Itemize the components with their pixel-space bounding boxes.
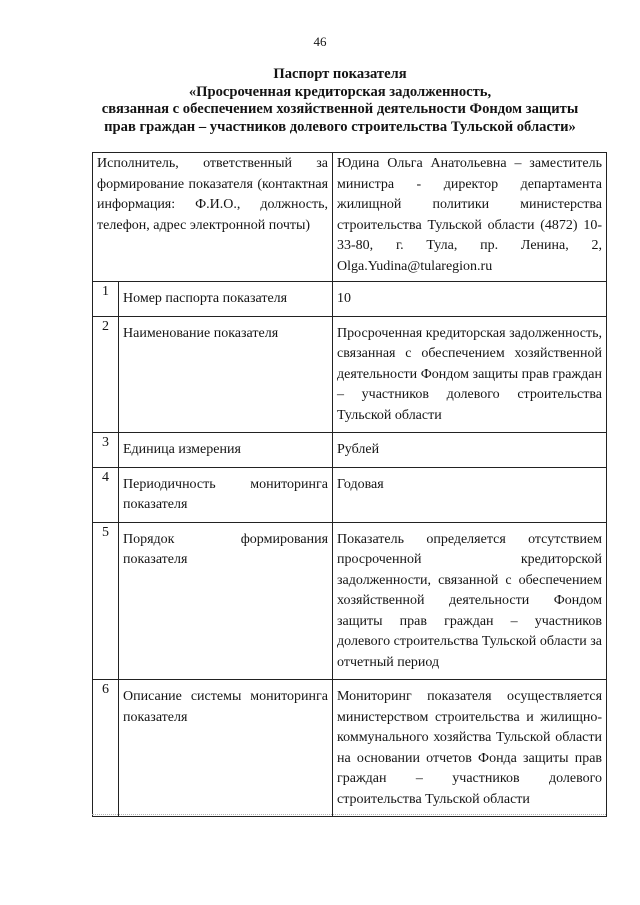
executor-label-cell [93,153,333,282]
row-number: 3 [93,433,119,468]
document-title [60,66,620,136]
title-line-4: прав граждан – участников долевого строительства Тульской области» [104,118,576,135]
scan-artifact-line [92,814,606,815]
row-number: 2 [93,316,119,433]
row-value: 10 [333,282,607,317]
row-number: 5 [93,522,119,680]
row-number: 4 [93,467,119,522]
row-name: Порядок формирования показателя [119,522,333,680]
row-value: Показатель определяется отсутствием просроченной кредиторской задолженности, связанной с обеспечением хозяйственной деятельности Фондом защиты прав граждан – участников долевого строительства Тульской области за отчетный период [333,522,607,680]
row-name: Единица измерения [119,433,333,468]
title-line-1: Паспорт показателя [273,66,407,82]
passport-table [92,152,607,817]
row-name: Периодичность мониторинга показателя [119,467,333,522]
table-row [93,282,607,317]
page-number: 46 [313,34,327,49]
table-row [93,316,607,433]
row-name: Номер паспорта показателя [119,282,333,317]
row-value: Мониторинг показателя осуществляется министерством строительства и жилищно-коммунального хозяйства Тульской области на основании отчетов Фонда защиты прав граждан – участников долевого строительства Тульской области [333,680,607,817]
table-row [93,467,607,522]
table-row [93,433,607,468]
row-value: Просроченная кредиторская задолженность, связанная с обеспечением хозяйственной деятельности Фондом защиты прав граждан – участников долевого строительства Тульской области [333,316,607,433]
executor-value: Юдина Ольга Анатольевна – заместитель министра - директор департамента жилищной политики министерства строительства Тульской области (4872) 10-33-80, г. Тула, пр. Ленина, 2, Olga.Yudina@tularegion.ru [337,156,603,274]
row-value: Годовая [333,467,607,522]
table-row [93,522,607,680]
row-number: 1 [93,282,119,317]
row-number: 6 [93,680,119,817]
executor-value-cell [333,153,607,282]
row-name: Описание системы мониторинга показателя [119,680,333,817]
table-row [93,680,607,817]
row-name: Наименование показателя [119,316,333,433]
table-row-executor [93,153,607,282]
title-line-2: «Просроченная кредиторская задолженность, [188,83,492,100]
executor-label: Исполнитель, ответственный за формирование показателя (контактная информация: Ф.И.О., должность, телефон, адрес электронной почты) [97,156,329,233]
title-line-3: связанная с обеспечением хозяйственной деятельности Фондом защиты [101,101,579,117]
row-value: Рублей [333,433,607,468]
